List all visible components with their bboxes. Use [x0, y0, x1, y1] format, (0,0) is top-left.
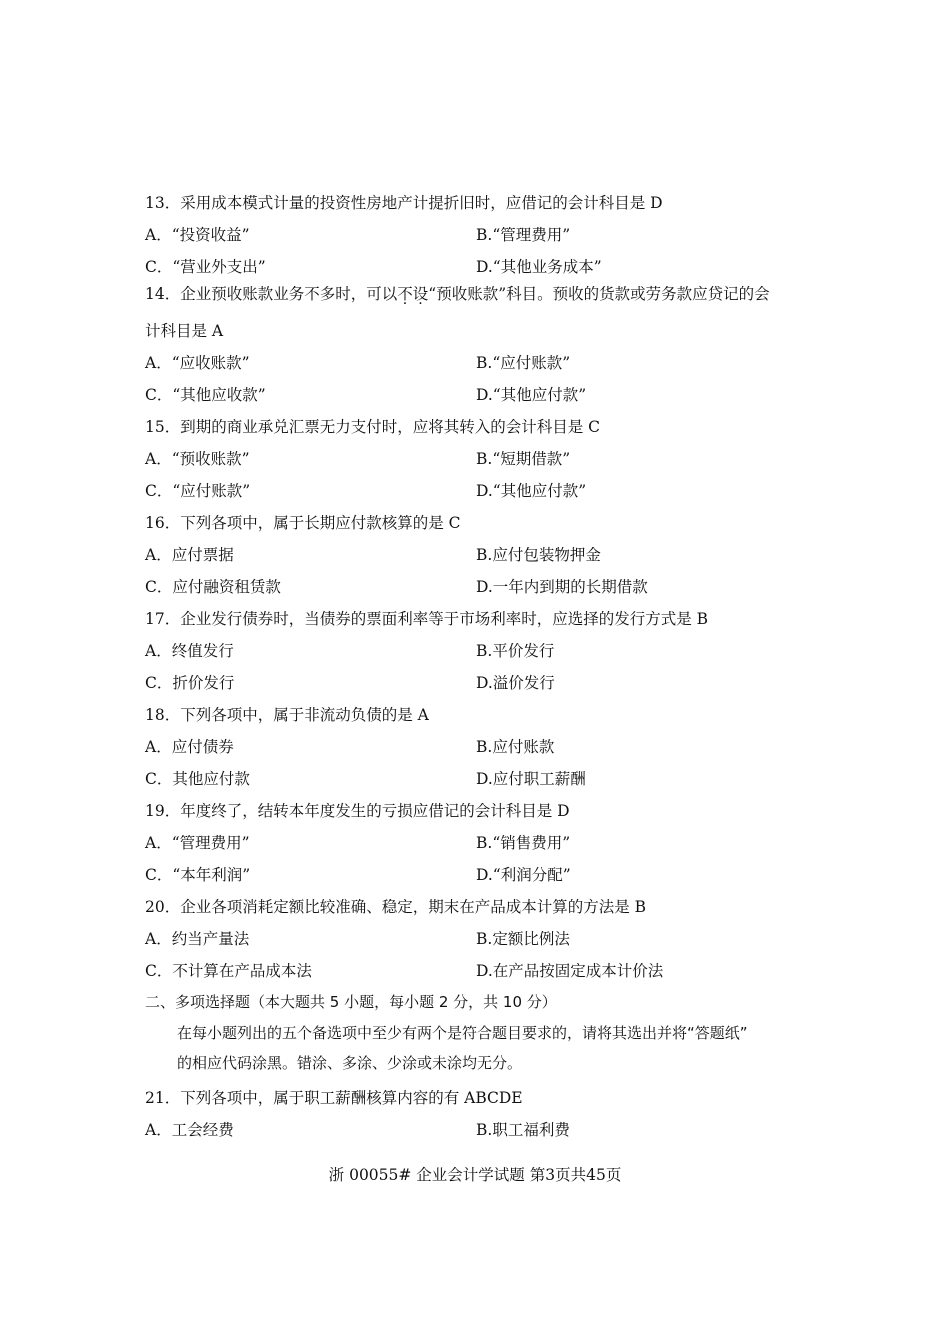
question-20-option-c: C．不计算在产品成本法 — [145, 962, 312, 980]
question-18-option-d: D.应付职工薪酬 — [476, 770, 586, 788]
question-19-option-c: C．“本年利润” — [145, 866, 251, 884]
question-20-option-b: B.定额比例法 — [476, 930, 570, 948]
question-19-option-b: B.“销售费用” — [476, 834, 571, 852]
question-20-option-a: A．约当产量法 — [145, 930, 250, 948]
section-instruction-line-1: 在每小题列出的五个备选项中至少有两个是符合题目要求的，请将其选出并将“答题纸” — [177, 1024, 748, 1042]
question-14-option-a: A．“应收账款” — [145, 354, 250, 372]
question-15-option-b: B.“短期借款” — [476, 450, 571, 468]
question-18-option-b: B.应付账款 — [476, 738, 555, 756]
question-16-option-d: D.一年内到期的长期借款 — [476, 578, 648, 596]
question-16-option-b: B.应付包装物押金 — [476, 546, 601, 564]
question-16-stem: 16．下列各项中，属于长期应付款核算的是 C — [145, 514, 461, 532]
question-18-stem: 18．下列各项中，属于非流动负债的是 A — [145, 706, 429, 724]
question-18-option-c: C．其他应付款 — [145, 770, 250, 788]
question-20-stem: 20．企业各项消耗定额比较准确、稳定，期末在产品成本计算的方法是 B — [145, 898, 647, 916]
question-19-option-d: D.“利润分配” — [476, 866, 571, 884]
question-13-option-d: D.“其他业务成本” — [476, 258, 602, 276]
question-21-option-a: A．工会经费 — [145, 1121, 234, 1139]
question-16-option-a: A．应付票据 — [145, 546, 234, 564]
question-14-option-b: B.“应付账款” — [476, 354, 571, 372]
question-14-stem — [145, 284, 770, 304]
question-14-stem-pre: 14．企业预收账款业务不多时，可以 — [145, 285, 398, 303]
page-footer: 浙 00055# 企业会计学试题 第3页共45页 — [328, 1166, 622, 1184]
question-14-stem-post: “预收账款”科目。预收的货款或劳务款应贷记的会 — [428, 285, 770, 303]
question-13-option-a: A．“投资收益” — [145, 226, 250, 244]
section-title: 二、多项选择题（本大题共 5 小题，每小题 2 分，共 10 分） — [145, 993, 557, 1011]
question-13-option-c: C．“营业外支出” — [145, 258, 266, 276]
question-14-stem-cont: 计科目是 A — [145, 322, 224, 340]
question-18-option-a: A．应付债券 — [145, 738, 234, 756]
question-17-option-b: B.平价发行 — [476, 642, 555, 660]
question-17-option-c: C．折价发行 — [145, 674, 235, 692]
section-instruction-line-2: 的相应代码涂黑。错涂、多涂、少涂或未涂均无分。 — [177, 1054, 523, 1072]
emphasis-char: 设 — [412, 285, 429, 303]
question-13-stem: 13．采用成本模式计量的投资性房地产计提折旧时，应借记的会计科目是 D — [145, 194, 663, 212]
question-14-option-d: D.“其他应付款” — [476, 386, 587, 404]
question-21-stem: 21．下列各项中，属于职工薪酬核算内容的有 ABCDE — [145, 1089, 523, 1107]
question-16-option-c: C．应付融资租赁款 — [145, 578, 281, 596]
question-17-option-a: A．终值发行 — [145, 642, 234, 660]
question-17-stem: 17．企业发行债券时，当债券的票面利率等于市场利率时，应选择的发行方式是 B — [145, 610, 709, 628]
question-19-option-a: A．“管理费用” — [145, 834, 250, 852]
emphasis-char: 不 — [397, 285, 413, 303]
question-15-stem: 15．到期的商业承兑汇票无力支付时，应将其转入的会计科目是 C — [145, 418, 601, 436]
question-14-option-c: C．“其他应收款” — [145, 386, 266, 404]
question-15-option-d: D.“其他应付款” — [476, 482, 587, 500]
question-19-stem: 19．年度终了，结转本年度发生的亏损应借记的会计科目是 D — [145, 802, 570, 820]
question-13-option-b: B.“管理费用” — [476, 226, 571, 244]
question-20-option-d: D.在产品按固定成本计价法 — [476, 962, 664, 980]
question-15-option-c: C．“应付账款” — [145, 482, 251, 500]
question-21-option-b: B.职工福利费 — [476, 1121, 570, 1139]
question-15-option-a: A．“预收账款” — [145, 450, 250, 468]
question-17-option-d: D.溢价发行 — [476, 674, 555, 692]
